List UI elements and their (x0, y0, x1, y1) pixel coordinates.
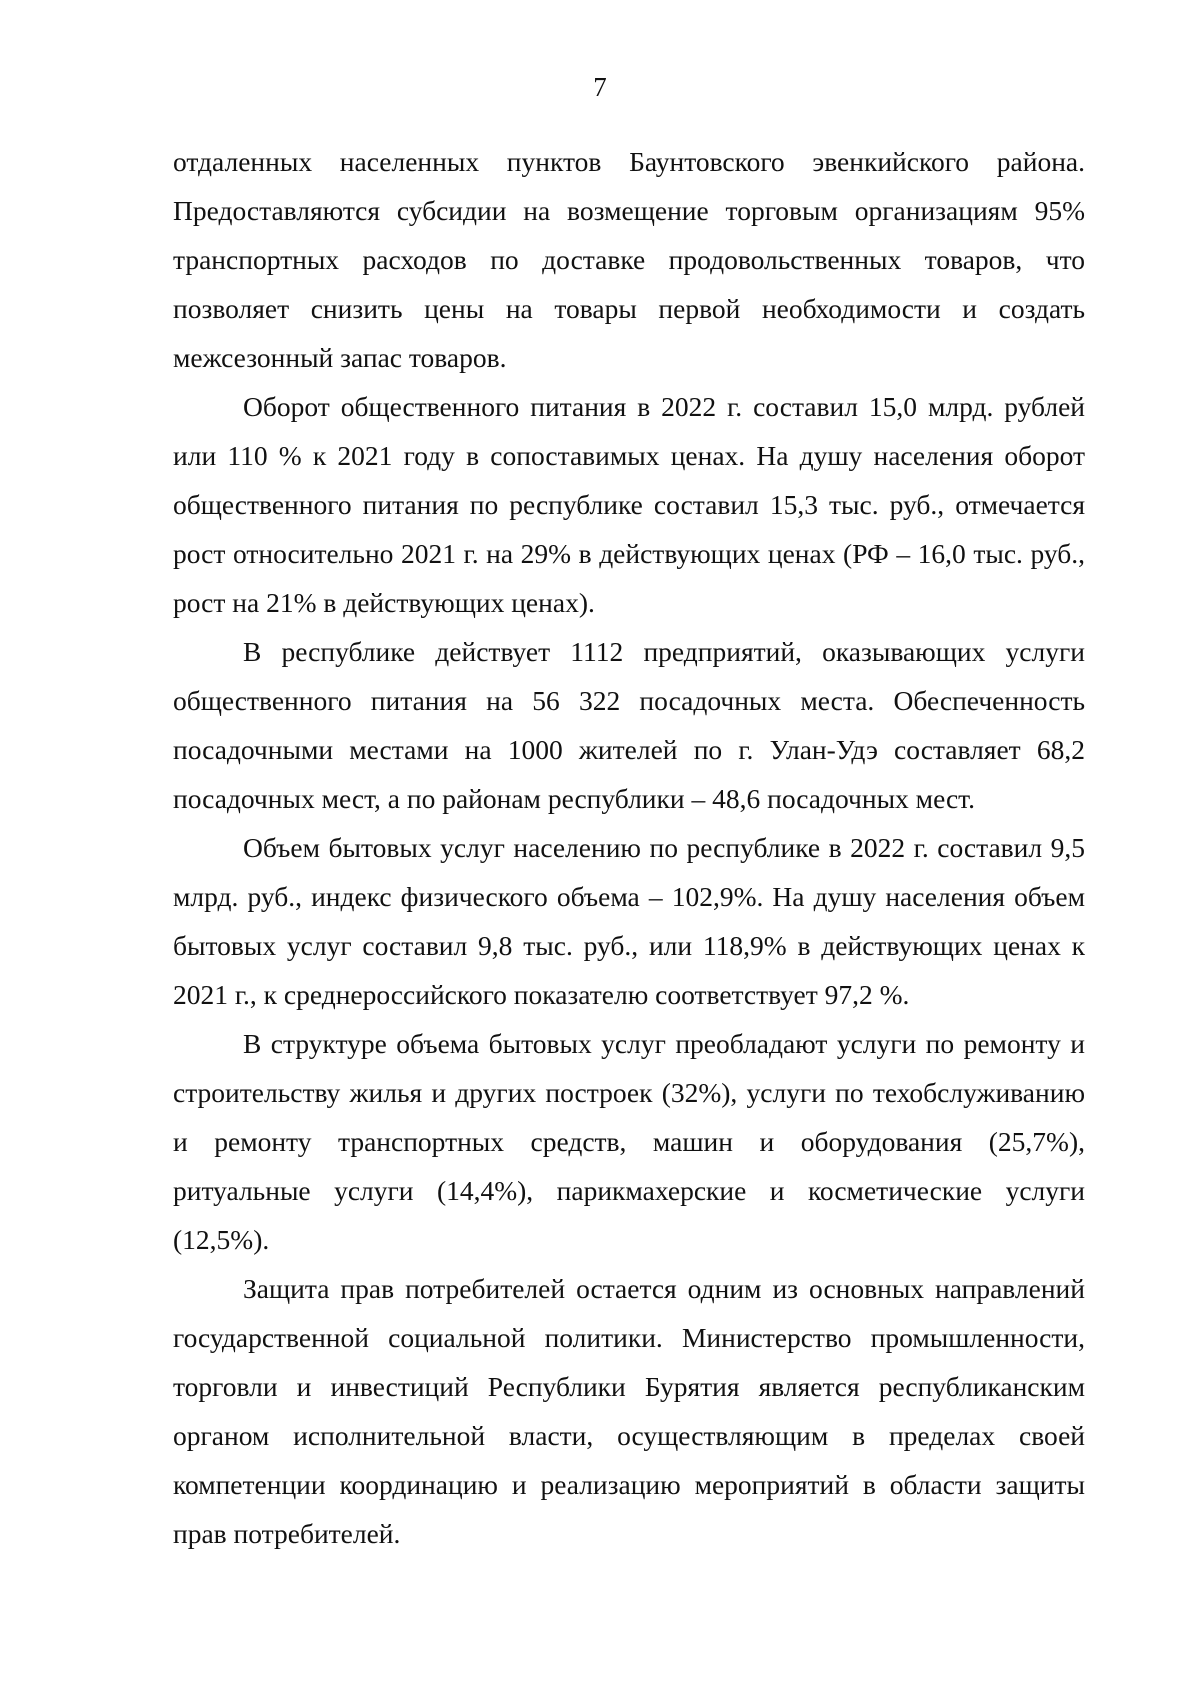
paragraph-services-structure: В структуре объема бытовых услуг преобладают услуги по ремонту и строительству жилья и других построек (32%), услуги по техобслуживанию и ремонту транспортных средств, машин и оборудования (25,7%), ритуальные услуги (14,4%), парикмахерские и косметические услуги (12,5%). (173, 1028, 1085, 1255)
paragraph-consumer-protection: Защита прав потребителей остается одним из основных направлений государственной социальной политики. Министерство промышленности, торговли и инвестиций Республики Бурятия является республиканским органом исполнительной власти, осуществляющим в пределах своей компетенции координацию и реализацию мероприятий в области защиты прав потребителей. (173, 1273, 1085, 1549)
paragraph-household-services: Объем бытовых услуг населению по республике в 2022 г. составил 9,5 млрд. руб., индекс физического объема – 102,9%. На душу населения объем бытовых услуг составил 9,8 тыс. руб., или 118,9% в действующих ценах к 2021 г., к среднероссийского показателю соответствует 97,2 %. (173, 832, 1085, 1010)
document-body (173, 137, 1085, 1558)
paragraph-catering-turnover: Оборот общественного питания в 2022 г. составил 15,0 млрд. рублей или 110 % к 2021 году в сопоставимых ценах. На душу населения оборот общественного питания по республике составил 15,3 тыс. руб., отмечается рост относительно 2021 г. на 29% в действующих ценах (РФ – 16,0 тыс. руб., рост на 21% в действующих ценах). (173, 391, 1085, 618)
page-number: 7 (593, 72, 607, 102)
paragraph-continuation: отдаленных населенных пунктов Баунтовского эвенкийского района. Предоставляются субсидии на возмещение торговым организациям 95% транспортных расходов по доставке продовольственных товаров, что позволяет снизить цены на товары первой необходимости и создать межсезонный запас товаров. (173, 146, 1085, 373)
paragraph-catering-enterprises: В республике действует 1112 предприятий, оказывающих услуги общественного питания на 56 322 посадочных места. Обеспеченность посадочными местами на 1000 жителей по г. Улан-Удэ составляет 68,2 посадочных мест, а по районам республики – 48,6 посадочных мест. (173, 636, 1085, 814)
